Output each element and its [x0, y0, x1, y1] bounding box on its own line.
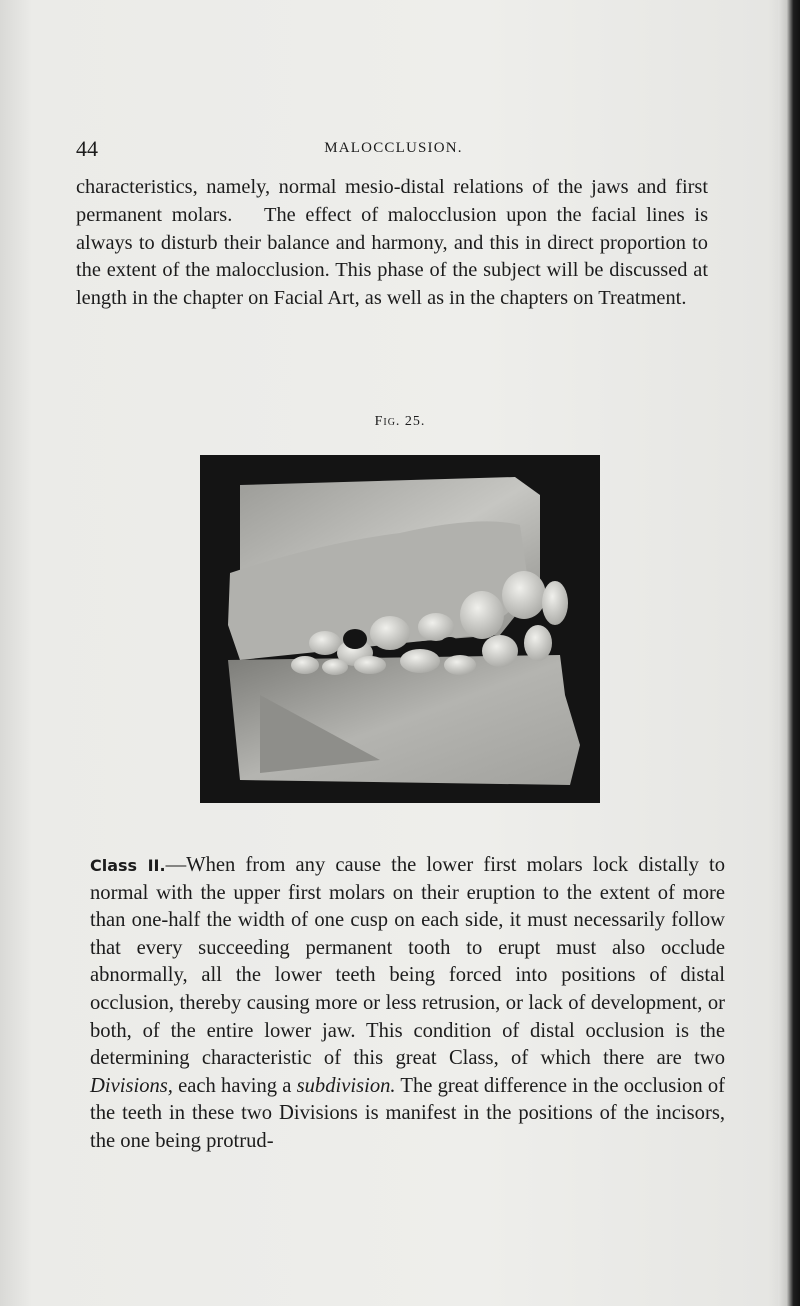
page-header — [76, 136, 711, 166]
class-ii-heading: Class II. — [90, 856, 166, 875]
subdivision-emphasis: subdivision. — [296, 1074, 396, 1097]
paragraph-1 — [76, 174, 708, 313]
figure-caption — [0, 414, 800, 430]
paragraph-1-line-1: characteristics, namely, normal mesio-distal relations of the jaws and first permanent molars. — [76, 176, 708, 226]
dental-cast-illustration — [200, 455, 600, 803]
page-edge-shadow — [778, 0, 800, 1306]
figure-photograph — [200, 455, 600, 803]
paragraph-2-text-c: The great difference in the occlusion of the teeth in these two Divisions is manifest in the positions of the incisors, the one being protrud- — [90, 1074, 725, 1152]
paragraph-1-line-2: The effect of malocclusion upon the facial lines is always to disturb their balance and harmony, and this in direct proportion to the extent of the malocclusion. This phase of the subject will be discussed at length in the chapter on Facial Art, as well as in the chapters on Treatment. — [76, 203, 709, 310]
divisions-emphasis: Divisions, — [90, 1074, 173, 1097]
figure-caption-prefix: Fig. — [374, 414, 401, 429]
running-head: MALOCCLUSION. — [324, 140, 463, 156]
figure-caption-number: 25. — [404, 414, 426, 429]
lower-cast-base — [228, 655, 580, 785]
paragraph-2 — [90, 852, 725, 1156]
paragraph-2-text-b: each having a — [172, 1074, 297, 1097]
paragraph-2-text-a: —When from any cause the lower first molars lock distally to normal with the upper first molars on their eruption to the extent of more than one-half the width of one cusp on each side, it must necessarily follow that every succeeding permanent tooth to erupt must also occlude abnormally, all the lower teeth being forced into positions of distal occlusion, thereby causing more or less retrusion, or lack of development, or both, of the entire lower jaw. This condition of distal occlusion is the determining characteristic of this great Class, of which there are two — [90, 854, 725, 1070]
page-number: 44 — [76, 136, 98, 161]
